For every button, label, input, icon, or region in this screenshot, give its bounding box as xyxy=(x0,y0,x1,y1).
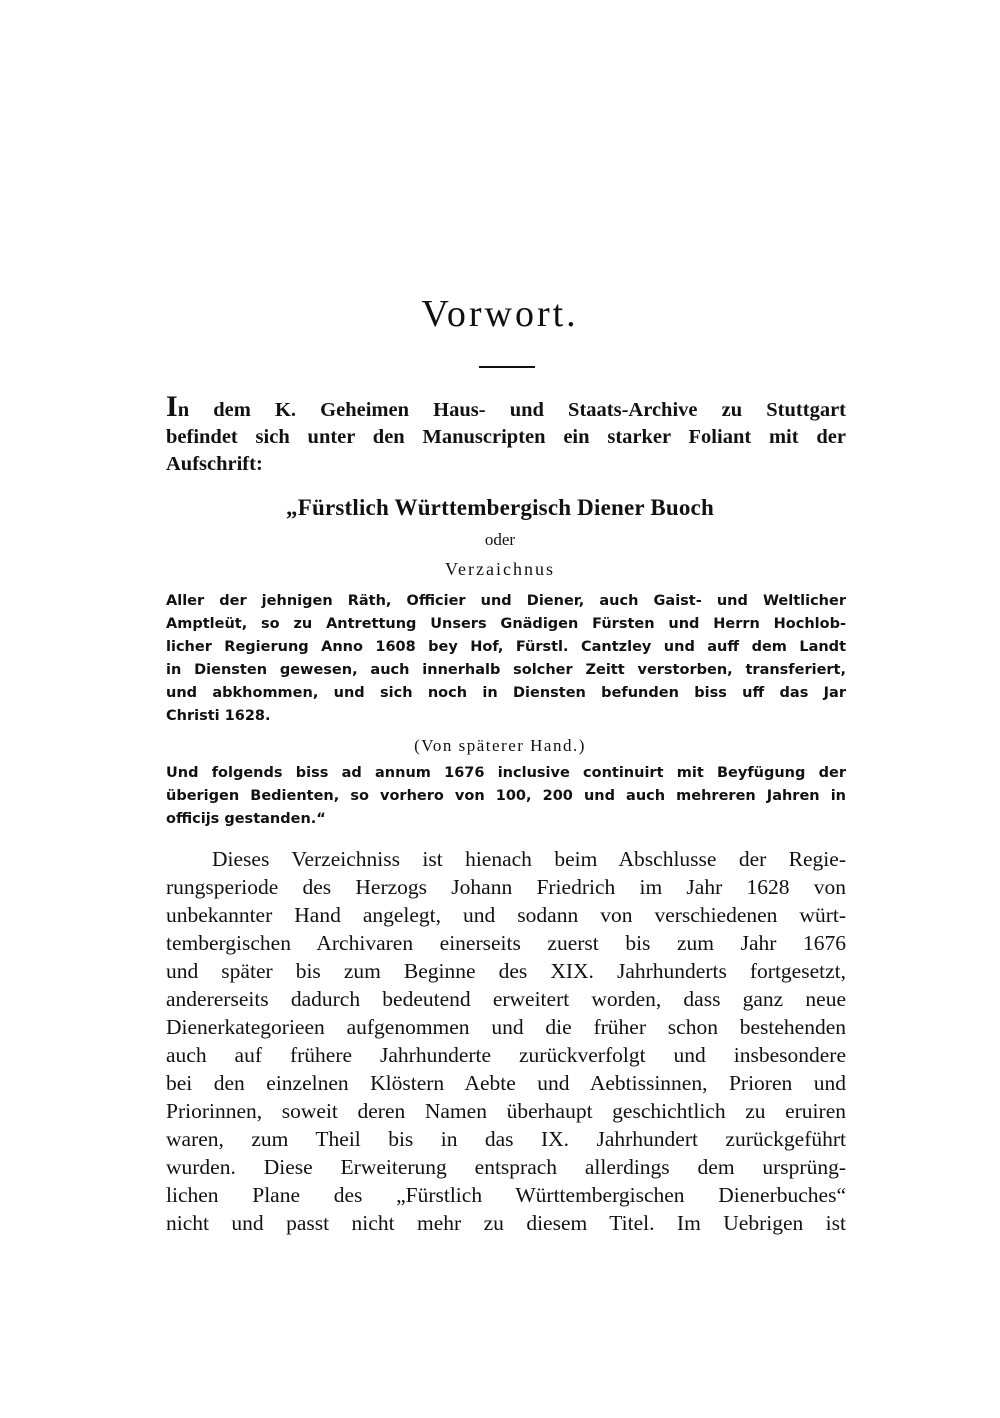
quote-line: licher Regierung Anno 1608 bey Hof, Fürstl. Cantzley und auff dem Landt xyxy=(166,639,846,655)
body-line: tembergischen Archivaren einerseits zuerst bis zum Jahr 1676 xyxy=(166,931,846,955)
quote-body xyxy=(166,590,846,728)
quote-line: und abkhommen, und sich noch in Diensten befunden biss uff das Jar xyxy=(166,685,846,701)
intro-line: Aufschrift: xyxy=(166,453,263,475)
drop-initial: I xyxy=(166,390,178,423)
body-line: wurden. Diese Erweiterung entsprach allerdings dem ursprüng- xyxy=(166,1155,846,1179)
quote-line: in Diensten gewesen, auch innerhalb solcher Zeitt verstorben, transferiert, xyxy=(166,662,846,678)
body-line: bei den einzelnen Klöstern Aebte und Aebtissinnen, Prioren und xyxy=(166,1071,846,1095)
body-line: Priorinnen, soweit deren Namen überhaupt geschichtlich zu eruiren xyxy=(166,1099,846,1123)
body-line: unbekannter Hand angelegt, und sodann von verschiedenen würt- xyxy=(166,903,846,927)
intro-paragraph xyxy=(166,390,846,478)
body-line: nicht und passt nicht mehr zu diesem Titel. Im Uebrigen ist xyxy=(166,1211,846,1235)
body-line: auch auf frühere Jahrhunderte zurückverfolgt und insbesondere xyxy=(166,1043,846,1067)
intro-line: In dem K. Geheimen Haus- und Staats-Archive zu Stuttgart xyxy=(166,390,846,423)
body-line: und später bis zum Beginne des XIX. Jahrhunderts fortgesetzt, xyxy=(166,959,846,983)
later-hand-note: (Von späterer Hand.) xyxy=(414,736,586,755)
quote-oder: oder xyxy=(484,530,516,549)
body-line: lichen Plane des „Fürstlich Württembergischen Dienerbuches“ xyxy=(166,1183,846,1207)
continuation-line: Und folgends biss ad annum 1676 inclusive continuirt mit Beyfügung der xyxy=(166,765,846,781)
body-line: Dienerkategorieen aufgenommen und die früher schon bestehenden xyxy=(166,1015,846,1039)
quote-line: Aller der jehnigen Räth, Officier und Diener, auch Gaist- und Weltlicher xyxy=(166,593,846,609)
quote-verzaichnus: Verzaichnus xyxy=(445,559,555,579)
continuation-line: officijs gestanden.“ xyxy=(166,811,326,827)
body-paragraph xyxy=(166,845,846,1237)
continuation-line: überigen Bedienten, so vorhero von 100, 200 und auch mehreren Jahren in xyxy=(166,788,846,804)
title-rule xyxy=(479,366,535,368)
quote-heading: „Fürstlich Württembergisch Diener Buoch xyxy=(286,495,714,520)
quote-continuation xyxy=(166,762,846,831)
body-line: andererseits dadurch bedeutend erweitert worden, dass ganz neue xyxy=(166,987,846,1011)
body-line: Dieses Verzeichniss ist hienach beim Abschlusse der Regie- xyxy=(212,847,846,871)
intro-line: befindet sich unter den Manuscripten ein starker Foliant mit der xyxy=(166,426,846,448)
body-line: waren, zum Theil bis in das IX. Jahrhundert zurückgeführt xyxy=(166,1127,846,1151)
page-title: Vorwort. xyxy=(421,293,579,335)
quote-line: Amptleüt, so zu Antrettung Unsers Gnädigen Fürsten und Herrn Hochlob- xyxy=(166,616,846,632)
quote-line: Christi 1628. xyxy=(166,708,271,724)
body-line: rungsperiode des Herzogs Johann Friedrich im Jahr 1628 von xyxy=(166,875,846,899)
